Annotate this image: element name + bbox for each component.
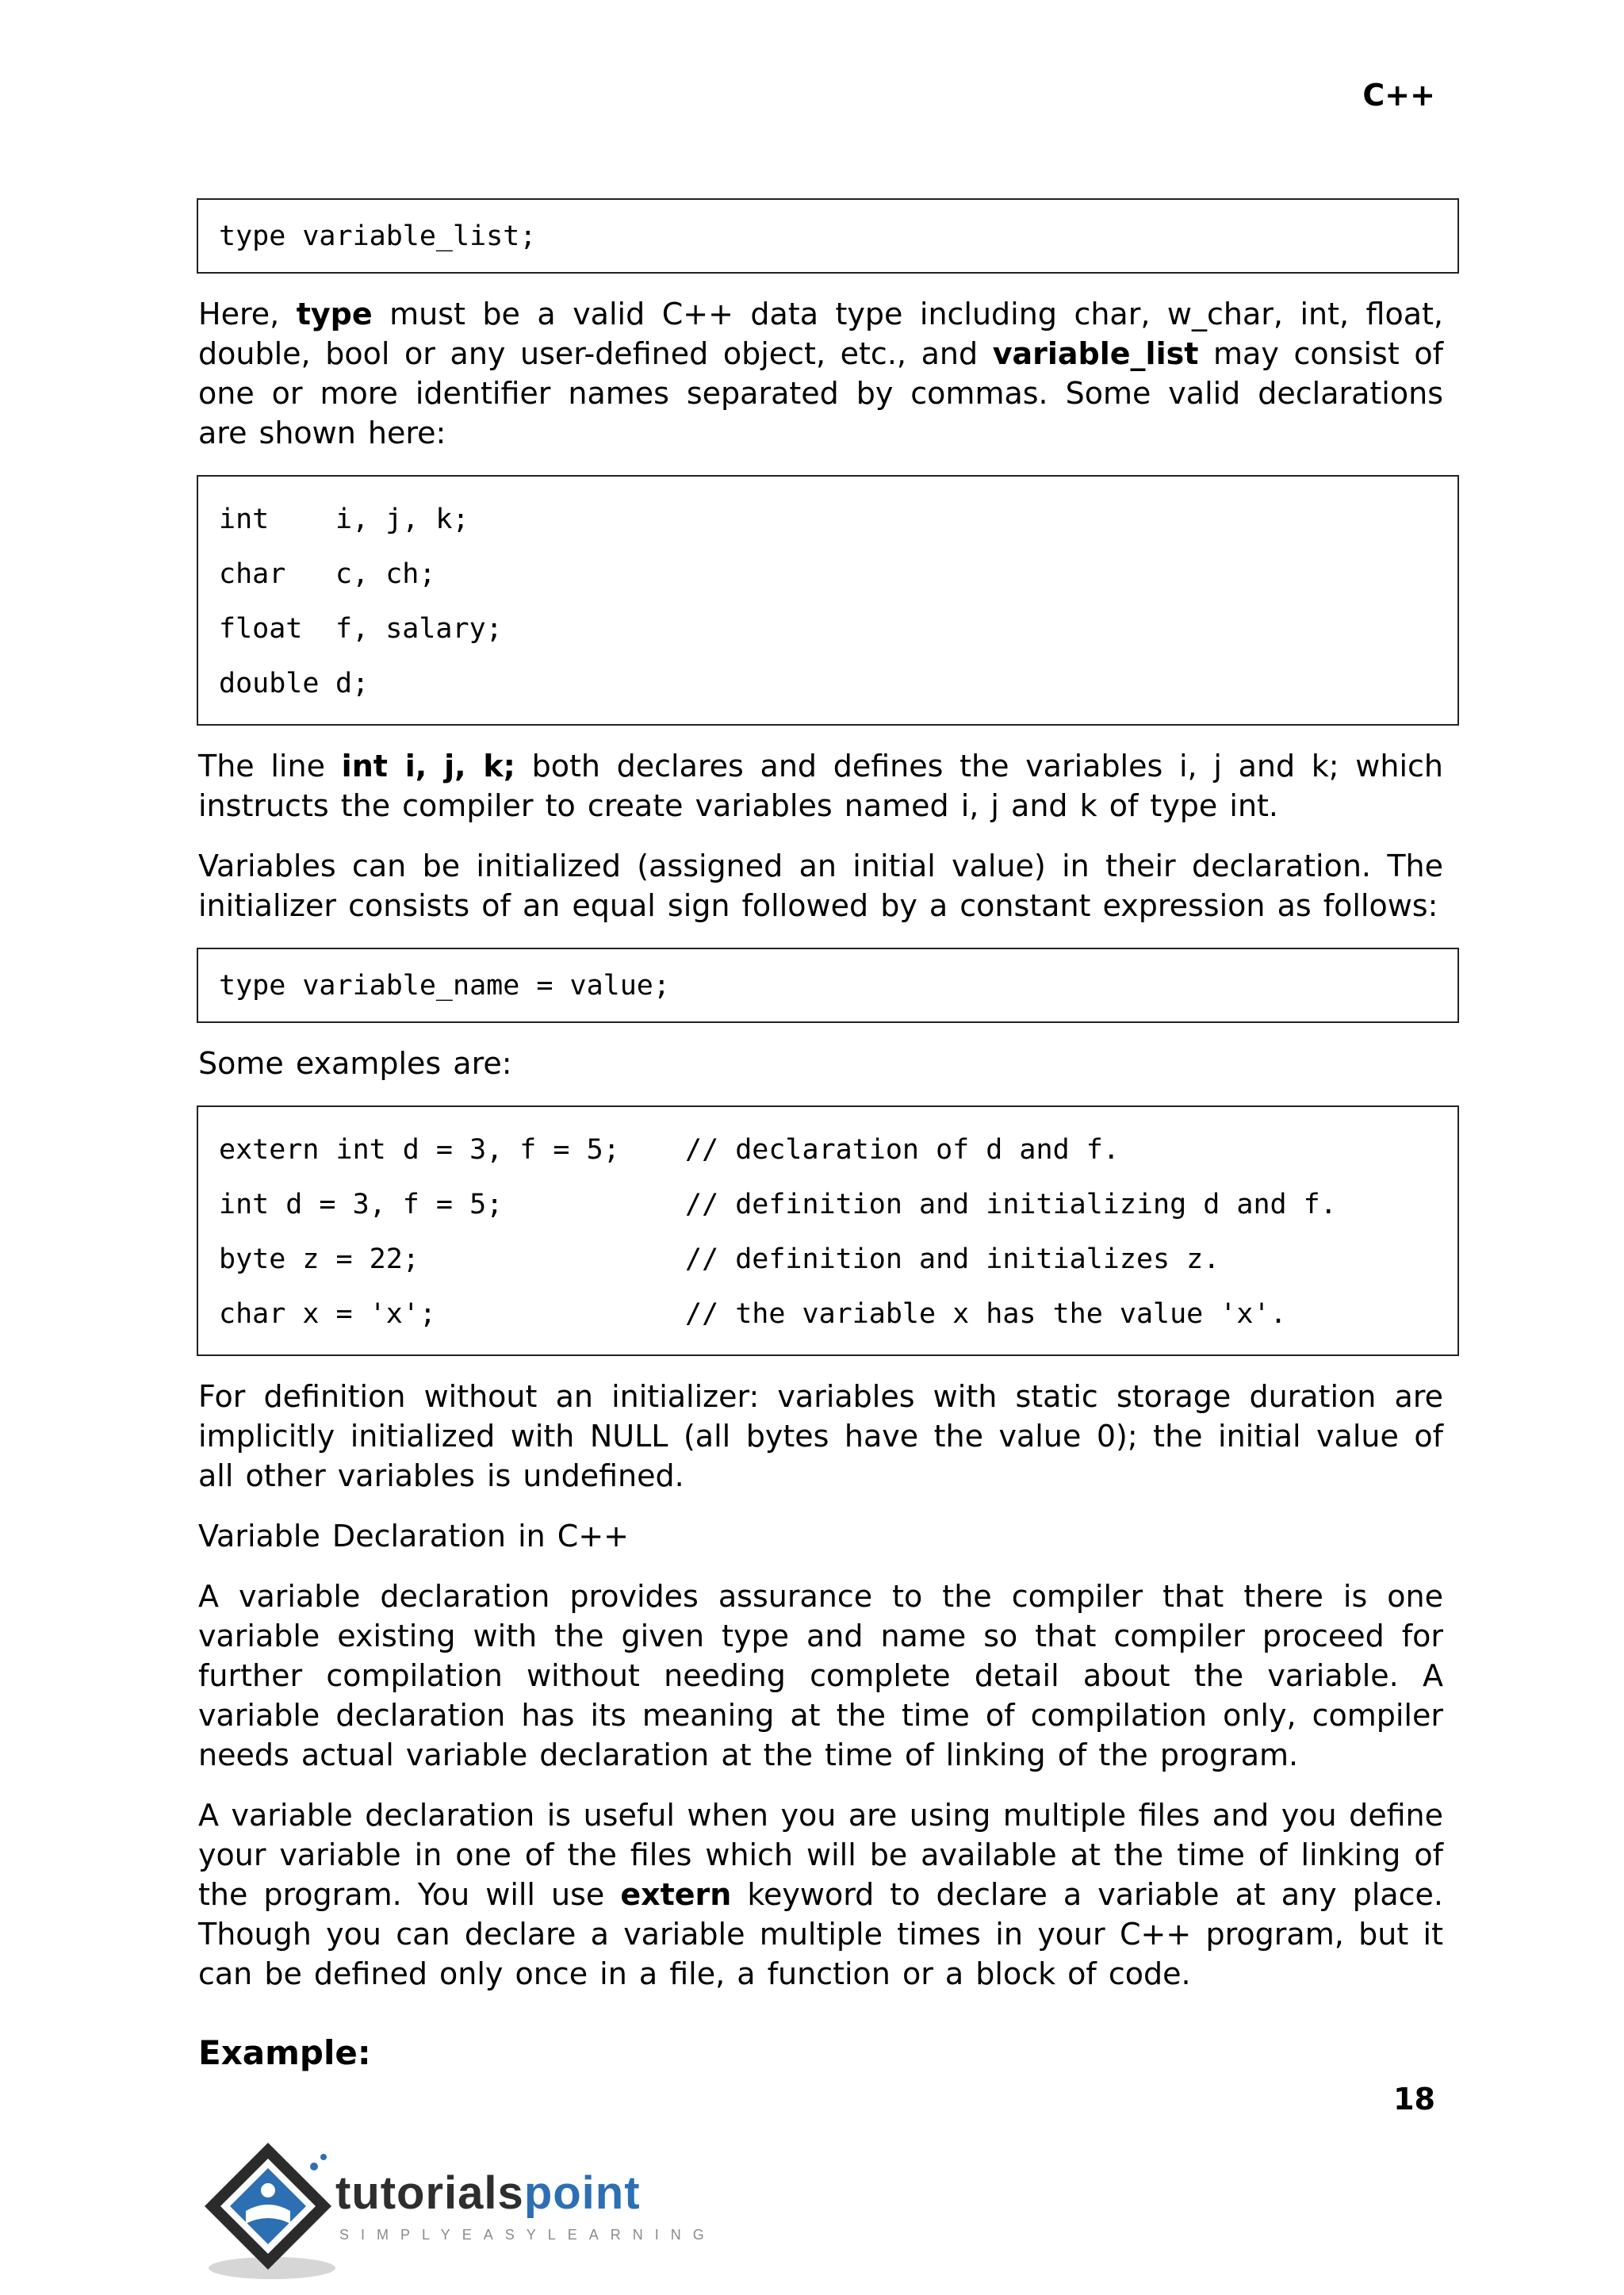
code-line: char c, ch; [219,558,436,590]
paragraph-declaration-assurance: A variable declaration provides assurance to the compiler that there is one variable existing with the given type and name so that compiler proceed for further compilation without needing complete detail about the variable. A variable declaration has its meaning at the time of compilation only, compiler needs actual variable declaration at the time of linking of the program. [198,1579,1443,1772]
paragraph-type-description: Here, type must be a valid C++ data type including char, w_char, int, float, double, bool or any user-defined object, etc., and variable_list may consist of one or more identifier names separated by commas. Some valid declarations are shown here: [198,297,1444,450]
page-number: 18 [1393,2082,1435,2117]
code-comment: // definition and initializing d and f. [685,1189,1337,1220]
code-comment: // definition and initializes z. [685,1243,1220,1275]
bold-code-int-ijk: int i, j, k; [341,749,515,784]
code-comment: // declaration of d and f. [685,1134,1120,1166]
main-content [198,198,1443,2072]
logo-wordmark: tutorialspoint [335,2167,641,2219]
logo-tagline: SIMPLYEASYLEARNING [339,2227,716,2243]
logo-emblem-icon [197,2135,339,2285]
code-line: byte z = 22; // definition and initializes z. [219,1232,1437,1287]
example-heading: Example: [198,2033,371,2072]
paragraph-line-explanation: The line int i, j, k; both declares and defines the variables i, j and k; which instructs the compiler to create variables named i, j and k of type int. [198,749,1444,823]
paragraph-extern-usage: A variable declaration is useful when you are using multiple files and you define your variable in one of the files which will be available at the time of linking of the program. You will use extern keyword to declare a variable at any place. Though you can declare a variable multiple times in your C++ program, but it can be defined only once in a file, a function or a block of code. [198,1798,1443,1991]
code-line: char x = 'x'; // the variable x has the value 'x'. [219,1287,1437,1342]
code-line: float f, salary; [219,613,503,645]
code-line: type variable_name = value; [219,970,670,1002]
code-block-examples [197,1105,1459,1356]
code-block-valid-declarations [197,475,1459,726]
tutorialspoint-logo [197,2135,716,2285]
code-line: int i, j, k; [219,504,469,535]
header-title: C++ [1362,78,1435,113]
code-line: extern int d = 3, f = 5; // declaration of d and f. [219,1123,1437,1178]
bold-term-type: type [296,297,373,331]
code-line: int d = 3, f = 5; // definition and initializing d and f. [219,1178,1437,1232]
code-line: type variable_list; [219,220,537,252]
bold-keyword-extern: extern [620,1877,732,1912]
code-block-initializer-syntax [197,948,1459,1023]
code-block-declaration-syntax [197,198,1459,274]
paragraph-definition-without-initializer: For definition without an initializer: variables with static storage duration are implicitly initialized with NULL (all bytes have the value 0); the initial value of all other variables is undefined. [198,1379,1443,1493]
paragraph-examples-intro: Some examples are: [198,1046,512,1081]
code-line: double d; [219,668,370,699]
bold-term-variable-list: variable_list [992,336,1199,371]
paragraph-initialization: Variables can be initialized (assigned an initial value) in their declaration. The initializer consists of an equal sign followed by a constant expression as follows: [198,849,1443,923]
code-comment: // the variable x has the value 'x'. [685,1298,1287,1330]
section-label-variable-declaration: Variable Declaration in C++ [198,1519,630,1554]
